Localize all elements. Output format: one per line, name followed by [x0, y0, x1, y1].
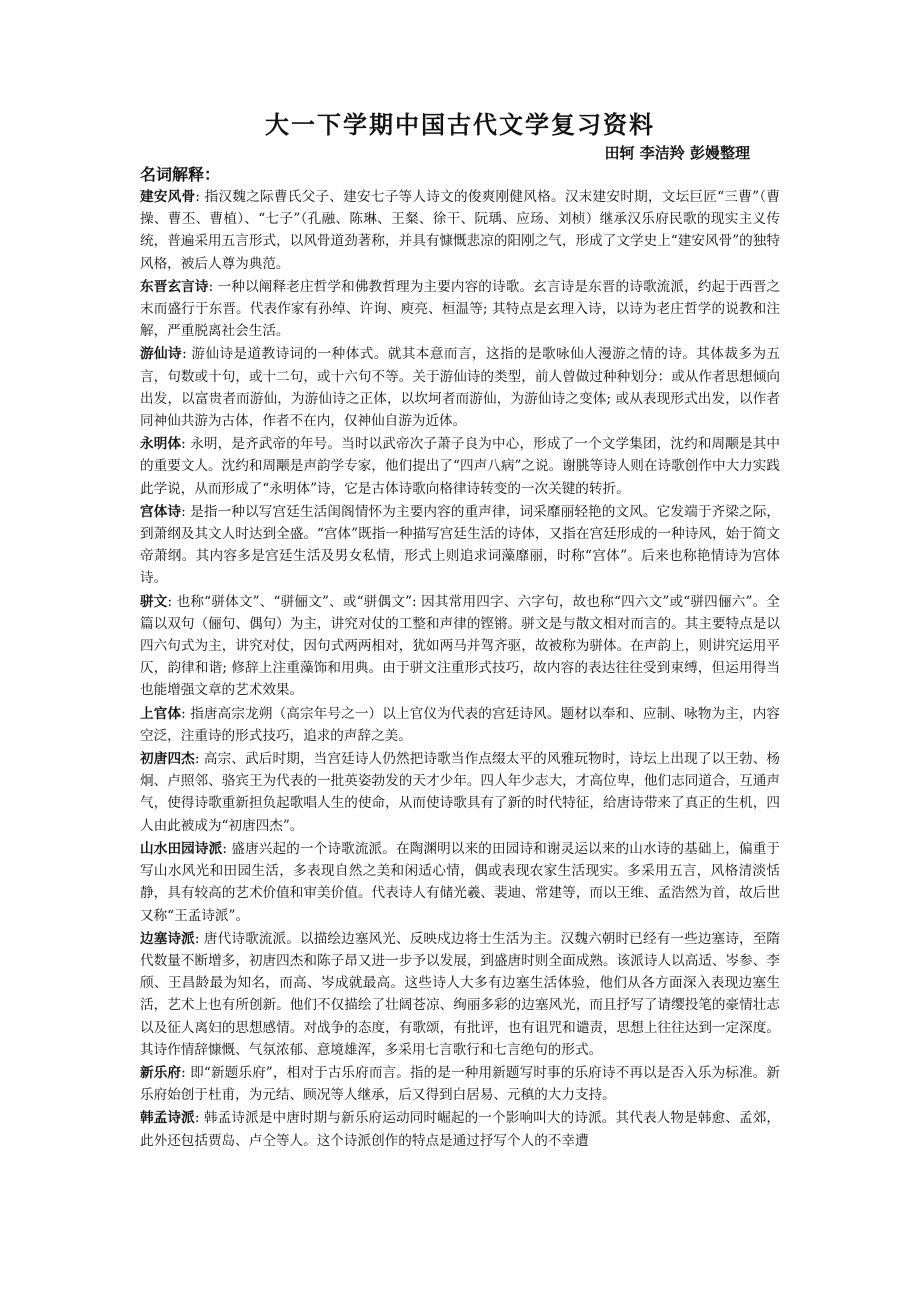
- entry-chutang-sijie: [140, 748, 780, 837]
- entry-text: 指汉魏之际曹氏父子、建安七子等人诗文的俊爽刚健风格。汉末建安时期，文坛巨匠“三曹”（曹操、曹丕、曹植）、“七子”（孔融、陈琳、王粲、徐干、阮瑀、应玚、刘桢）继承汉乐府民歌的现实主义传统，普遍采用五言形式，以风骨道劲著称，并具有慷慨悲凉的阳刚之气，形成了文学史上“建安风骨”的独特风格，被后人尊为典范。: [140, 189, 780, 272]
- entries-list: [140, 186, 780, 1152]
- entry-text: 一种以阐释老庄哲学和佛教哲理为主要内容的诗歌。玄言诗是东晋的诗歌流派，约起于西晋之末而盛行于东晋。代表作家有孙绰、许询、庾亮、桓温等; 其特点是玄理入诗，以诗为老庄哲学的说教和注解，严重脱离社会生活。: [140, 278, 781, 340]
- entry-separator: :: [181, 436, 191, 453]
- entry-term: 初唐四杰: [140, 751, 195, 768]
- entry-separator: :: [181, 503, 191, 520]
- entry-jianan-fenggu: [140, 186, 780, 275]
- entry-separator: :: [195, 189, 205, 205]
- entry-separator: :: [181, 705, 191, 722]
- entry-term: 东晋玄言诗: [140, 278, 209, 295]
- entry-separator: :: [167, 593, 177, 610]
- entry-gongtishi: [140, 501, 780, 590]
- entry-text: 高宗、武后时期，当宫廷诗人仍然把诗歌当作点缀太平的风雅玩物时，诗坛上出现了以王勃、杨炯、卢照邻、骆宾王为代表的一批英姿勃发的天才少年。四人年少志大，才高位卑，他们志同道合，互通声气，使得诗歌重新担负起歌唱人生的使命，从而使诗歌具有了新的时代特征，给唐诗带来了真正的生机，四人由此被成为“初唐四杰”。: [140, 751, 781, 834]
- entry-term: 骈文: [140, 593, 168, 610]
- entry-yongmingti: [140, 433, 780, 500]
- entry-term: 上官体: [140, 705, 182, 722]
- entry-youxianshi: [140, 343, 780, 432]
- entry-hanmeng: [140, 1107, 780, 1151]
- entry-text: 也称“骈体文”、“骈俪文”、或“骈偶文”: 因其常用四字、六字句，故也称“四六文”或“骈四俪六”。全篇以双句（俪句、偶句）为主，讲究对仗的工整和声律的铿锵。骈文是与散文相对而言的。其主要特点是以四六句式为主，讲究对仗，因句式两两相对，犹如两马并驾齐驱，故被称为骈体。在声韵上，则讲究运用平仄，韵律和谐; 修辞上注重藻饰和用典。由于骈文注重形式技巧，故内容的表达往往受到束缚，但运用得当也能增强文章的艺术效果。: [140, 593, 780, 699]
- entry-term: 新乐府: [140, 1064, 182, 1081]
- entry-term: 建安风骨: [140, 189, 196, 205]
- entry-separator: :: [194, 1110, 204, 1127]
- entry-separator: :: [182, 346, 192, 363]
- entry-term: 边塞诗派: [140, 930, 195, 947]
- entry-separator: :: [208, 278, 218, 295]
- document-authors: 田轲 李洁羚 彭嫚整理: [604, 144, 750, 162]
- entry-separator: :: [194, 930, 204, 947]
- entry-biansai: [140, 928, 780, 1061]
- document-page: [140, 108, 780, 1153]
- entry-text: 指唐高宗龙朔（高宗年号之一）以上官仪为代表的宫廷诗风。题材以奉和、应制、咏物为主，内容空泛，注重诗的形式技巧，追求的声辞之美。: [140, 705, 781, 744]
- entry-text: 即“新题乐府”，相对于古乐府而言。指的是一种用新题写时事的乐府诗不再以是否入乐为标准。新乐府始创于杜甫，为元结、顾况等人继承，后又得到白居易、元稹的大力支持。: [140, 1064, 781, 1104]
- entry-term: 游仙诗: [140, 346, 183, 363]
- entry-text: 永明，是齐武帝的年号。当时以武帝次子萧子良为中心，形成了一个文学集团，沈约和周颙是其中的重要文人。沈约和周颙是声韵学专家，他们提出了“四声八病”之说。谢朓等诗人则在诗歌创作中大力实践此学说，从而形成了“永明体”诗，它是古体诗歌向格律诗转变的一次关键的转折。: [140, 436, 781, 497]
- entry-term: 山水田园诗派: [140, 840, 223, 857]
- entry-separator: :: [222, 840, 232, 857]
- entry-separator: :: [181, 1064, 191, 1081]
- entry-pianwen: [140, 591, 780, 702]
- entry-text: 韩孟诗派是中唐时期与新乐府运动同时崛起的一个影响叫大的诗派。其代表人物是韩愈、孟郊，此外还包括贾岛、卢仝等人。这个诗派创作的特点是通过抒写个人的不幸遭: [140, 1110, 781, 1149]
- entry-text: 盛唐兴起的一个诗歌流派。在陶渊明以来的田园诗和谢灵运以来的山水诗的基础上，偏重于写山水风光和田园生活，多表现自然之美和闲适心情，偶或表现农家生活现实。多采用五言，风格清淡恬静，具有较高的艺术价值和审美价值。代表诗人有储光羲、裴迪、常建等，而以王维、孟浩然为首，故后世又称“王孟诗派”。: [140, 840, 781, 924]
- entry-text: 游仙诗是道教诗词的一种体式。就其本意而言，这指的是歌咏仙人漫游之情的诗。其体裁多为五言，句数或十句，或十二句，或十六句不等。关于游仙诗的类型，前人曾做过种种划分：或从作者思想倾向出发，以富贵者而游仙，为游仙诗之正体，以坎坷者而游仙，为游仙诗之变体; 或从表现形式出发，以作者同神仙共游为古体，作者不在内，仅神仙自游为近体。: [140, 346, 781, 430]
- entry-shangguanti: [140, 703, 780, 747]
- entry-xinyuefu: [140, 1062, 780, 1106]
- entry-term: 韩孟诗派: [140, 1110, 195, 1127]
- entry-term: 永明体: [140, 436, 182, 453]
- entry-text: 是指一种以写宫廷生活闺阁情怀为主要内容的重声律，词采靡丽轻艳的文风。它发端于齐梁之际，到萧纲及其文人时达到全盛。“宫体”既指一种描写宫廷生活的诗体，又指在宫廷形成的一种诗风，始于简文帝萧纲。其内容多是宫廷生活及男女私情，形式上则追求词藻靡丽，时称“宫体”。后来也称艳情诗为宫体诗。: [140, 503, 781, 587]
- entry-dongjin-xuanyan: [140, 276, 780, 343]
- section-heading: 名词解释：: [140, 165, 221, 184]
- entry-separator: :: [194, 751, 204, 768]
- entry-term: 宫体诗: [140, 503, 182, 520]
- entry-text: 唐代诗歌流派。以描绘边塞风光、反映戍边将士生活为主。汉魏六朝时已经有一些边塞诗，至隋代数量不断增多，初唐四杰和陈子昂又进一步予以发展，到盛唐时则全面成熟。该派诗人以高适、岑参、李颀、王昌龄最为知名，而高、岑成就最高。这些诗人大多有边塞生活体验，他们从各方面深入表现边塞生活，艺术上也有所创新。他们不仅描绘了壮阔苍凉、绚丽多彩的边塞风光，而且抒写了请缨投笔的豪情壮志以及征人离妇的思想感情。对战争的态度，有歌颂，有批评，也有诅咒和谴责，思想上往往达到一定深度。其诗作情辞慷慨、气氛浓郁、意境雄浑，多采用七言歌行和七言绝句的形式。: [140, 930, 781, 1058]
- document-title: 大一下学期中国古代文学复习资料: [265, 111, 655, 139]
- entry-shanshui-tianyuan: [140, 838, 780, 927]
